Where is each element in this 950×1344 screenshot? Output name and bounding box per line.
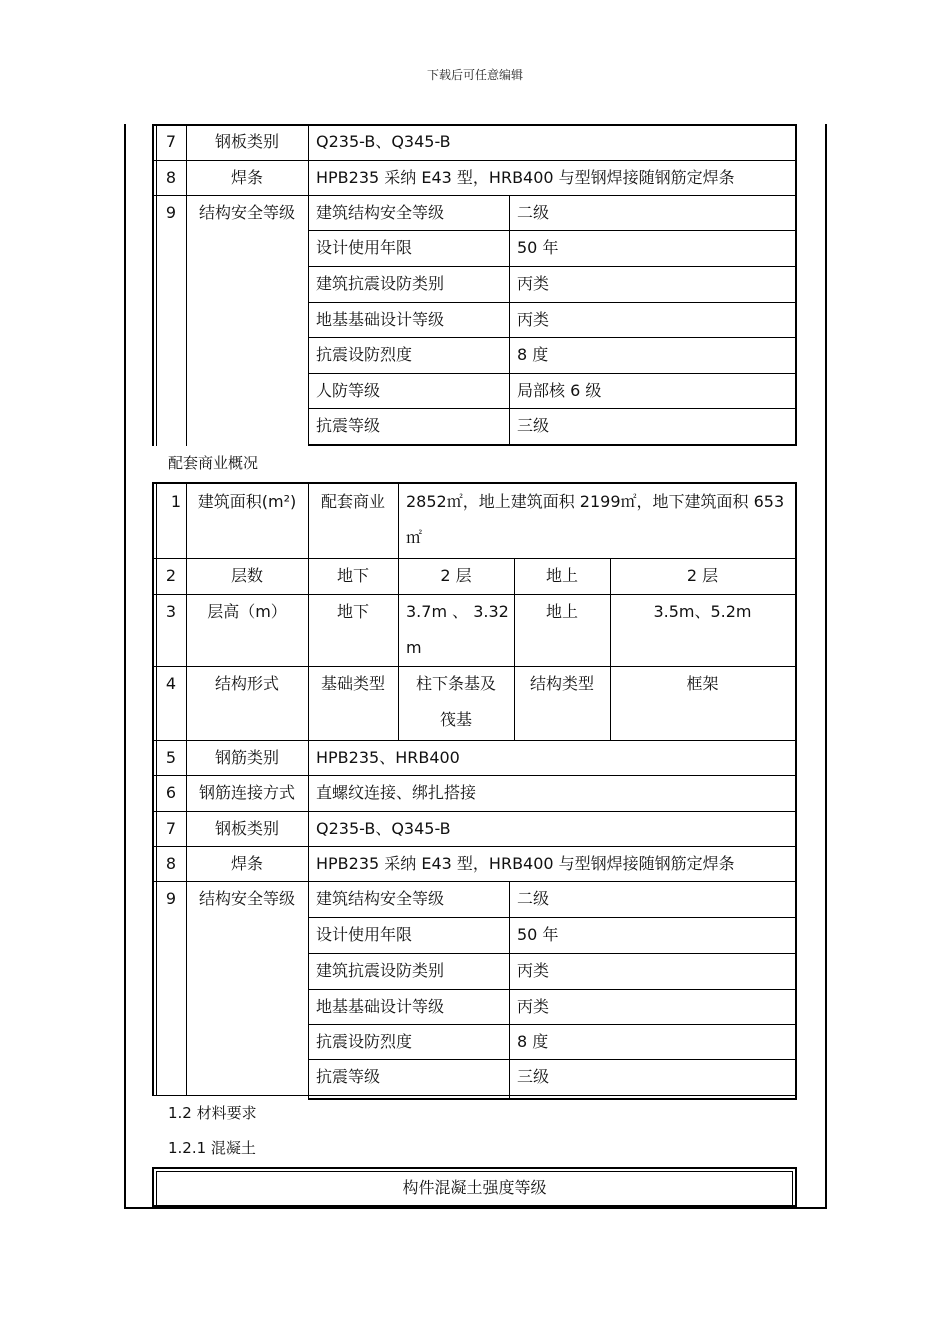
sub-value: 丙类 (517, 310, 550, 329)
sub-key: 抗震等级 (316, 1067, 381, 1086)
cell-b: 2 层 (440, 566, 472, 585)
cell-d: 3.5m、5.2m (653, 602, 752, 621)
sub-value: 8 度 (517, 345, 549, 364)
row-value: HPB235 采纳 E43 型，HRB400 与型钢焊接随钢筋定焊条 (316, 854, 735, 873)
sub-key: 抗震设防烈度 (316, 1032, 413, 1051)
sub-key: 建筑抗震设防类别 (316, 274, 445, 293)
sub-value: 局部核 6 级 (517, 381, 602, 400)
heading-concrete: 1.2.1 混凝土 (168, 1139, 256, 1157)
row-number: 8 (165, 168, 177, 187)
cell-b: 柱下条基及 (415, 674, 496, 693)
sub-value: 8 度 (517, 1032, 549, 1051)
cell-b: 3.7m 、 3.32 (406, 602, 509, 621)
row-value: Q235-B、Q345-B (316, 819, 451, 838)
row-sub: 配套商业 (320, 492, 385, 511)
row-value: HPB235 采纳 E43 型，HRB400 与型钢焊接随钢筋定焊条 (316, 168, 735, 187)
cell-d: 2 层 (686, 566, 719, 585)
section-title: 配套商业概况 (168, 454, 259, 472)
row-value: Q235-B、Q345-B (316, 132, 451, 151)
row-item: 结构安全等级 (198, 889, 295, 908)
row-item: 钢筋连接方式 (198, 783, 295, 802)
sub-value: 三级 (517, 416, 550, 435)
sub-value: 丙类 (517, 997, 550, 1016)
sub-value: 50 年 (517, 238, 559, 257)
concrete-table-title: 构件混凝土强度等级 (402, 1178, 547, 1197)
cell-b-cont: m (406, 638, 422, 657)
cell-c: 地上 (545, 566, 578, 585)
row-value: 2852㎡，地上建筑面积 2199㎡，地下建筑面积 653 (406, 492, 785, 511)
sub-key: 地基基础设计等级 (316, 310, 445, 329)
sub-key: 建筑抗震设防类别 (316, 961, 445, 980)
row-item: 层高（m） (207, 602, 287, 621)
sub-key: 地基基础设计等级 (316, 997, 445, 1016)
row-item: 焊条 (230, 168, 263, 187)
row-number: 9 (165, 889, 177, 908)
row-item: 层数 (230, 566, 263, 585)
cell-a: 地下 (336, 566, 369, 585)
cell-a: 基础类型 (320, 674, 385, 693)
sub-key: 建筑结构安全等级 (316, 203, 445, 222)
cell-a: 地下 (336, 602, 369, 621)
row-number: 9 (165, 203, 177, 222)
row-number: 8 (165, 854, 177, 873)
row-item: 结构形式 (214, 674, 279, 693)
sub-key: 设计使用年限 (316, 238, 413, 257)
cell-d: 框架 (686, 674, 719, 693)
row-value: 直螺纹连接、绑扎搭接 (316, 783, 477, 802)
row-value: HPB235、HRB400 (316, 748, 460, 767)
row-value-cont: ㎡ (406, 528, 423, 547)
row-number: 1 (170, 492, 182, 511)
sub-key: 设计使用年限 (316, 925, 413, 944)
heading-material-requirements: 1.2 材料要求 (168, 1104, 257, 1122)
cell-c: 地上 (545, 602, 578, 621)
row-number: 2 (165, 566, 177, 585)
row-number: 6 (165, 783, 177, 802)
sub-value: 三级 (517, 1067, 550, 1086)
sub-value: 二级 (517, 203, 550, 222)
row-item: 钢板类别 (214, 819, 279, 838)
row-number: 7 (165, 132, 177, 151)
sub-key: 抗震设防烈度 (316, 345, 413, 364)
cell-c: 结构类型 (529, 674, 594, 693)
cell-b-cont: 筏基 (439, 710, 472, 729)
row-item: 结构安全等级 (198, 203, 295, 222)
page-header: 下载后可任意编辑 (426, 68, 523, 82)
row-number: 5 (165, 748, 177, 767)
row-item: 钢筋类别 (214, 748, 279, 767)
row-number: 3 (165, 602, 177, 621)
sub-key: 抗震等级 (316, 416, 381, 435)
row-item: 建筑面积(m²) (197, 492, 297, 511)
sub-key: 建筑结构安全等级 (316, 889, 445, 908)
row-number: 7 (165, 819, 177, 838)
sub-value: 二级 (517, 889, 550, 908)
row-item: 钢板类别 (214, 132, 279, 151)
sub-value: 丙类 (517, 274, 550, 293)
sub-value: 50 年 (517, 925, 559, 944)
sub-value: 丙类 (517, 961, 550, 980)
row-item: 焊条 (230, 854, 263, 873)
sub-key: 人防等级 (316, 381, 381, 400)
row-number: 4 (165, 674, 177, 693)
